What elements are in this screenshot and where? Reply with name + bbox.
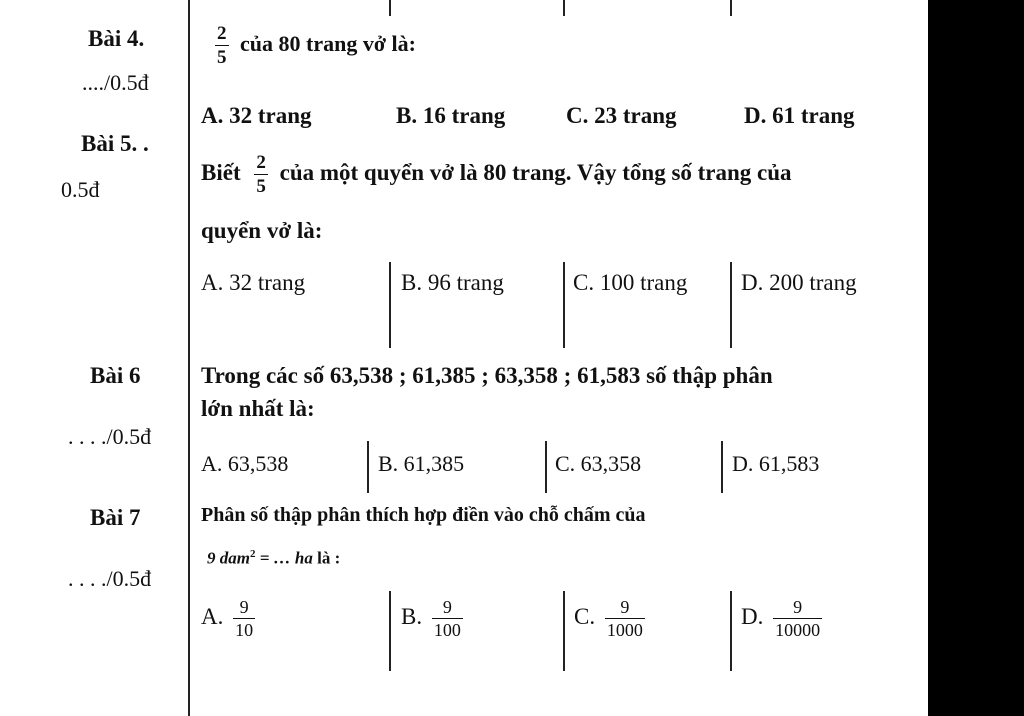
bai5-question-line2: quyển vở là:: [201, 218, 323, 243]
bai4-option-d[interactable]: D. 61 trang: [744, 103, 855, 128]
bai5-option-c[interactable]: C. 100 trang: [573, 270, 688, 295]
bai7-expression: 9 dam$^2$ = … ha là :: [207, 548, 341, 568]
option-divider: [721, 441, 723, 493]
bai6-option-d[interactable]: D. 61,583: [732, 451, 820, 476]
option-divider: [730, 262, 732, 348]
bai6-label: Bài 6: [90, 363, 141, 388]
bai5-score: 0.5đ: [61, 177, 100, 202]
column-divider: [188, 0, 190, 716]
bai6-question-line2: lớn nhất là:: [201, 396, 315, 421]
option-divider: [367, 441, 369, 493]
bai7-option-b[interactable]: B. $\frac{9}{100}$: [401, 597, 461, 640]
bai5-option-d[interactable]: D. 200 trang: [741, 270, 857, 295]
bai4-option-c[interactable]: C. 23 trang: [566, 103, 677, 128]
bai7-option-d[interactable]: D. $\frac{9}{10000}$: [741, 597, 821, 640]
table-divider-top: [563, 0, 565, 16]
table-divider-top: [389, 0, 391, 16]
bai5-fraction: $\frac{2}{5}$: [256, 152, 266, 197]
bai7-option-a[interactable]: A. $\frac{9}{10}$: [201, 597, 254, 640]
bai5-option-b[interactable]: B. 96 trang: [401, 270, 504, 295]
option-divider: [389, 262, 391, 348]
bai4-fraction: $\frac{2}{5}$: [217, 23, 227, 68]
table-divider-top: [730, 0, 732, 16]
option-divider: [545, 441, 547, 493]
bai4-option-a[interactable]: A. 32 trang: [201, 103, 312, 128]
bai6-option-b[interactable]: B. 61,385: [378, 451, 465, 476]
option-divider: [389, 591, 391, 671]
bai4-option-b[interactable]: B. 16 trang: [396, 103, 506, 128]
bai7-score: . . . ./0.5đ: [68, 566, 152, 591]
bai4-score: ..../0.5đ: [82, 70, 149, 95]
bai5-question: Biết $\frac{2}{5}$ của một quyển vở là 80 trang. Vậy tổng số trang của: [201, 152, 792, 197]
bai7-option-c[interactable]: C. $\frac{9}{1000}$: [574, 597, 643, 640]
bai6-option-a[interactable]: A. 63,538: [201, 451, 289, 476]
bai5-option-a[interactable]: A. 32 trang: [201, 270, 306, 295]
bai4-question: $\frac{2}{5}$ của 80 trang vở là:: [217, 23, 416, 68]
bai6-question-line1: Trong các số 63,538 ; 61,385 ; 63,358 ; 61,583 số thập phân: [201, 363, 773, 388]
bai7-question-line1: Phân số thập phân thích hợp điền vào chỗ chấm của: [201, 504, 646, 526]
option-divider: [563, 591, 565, 671]
option-divider: [563, 262, 565, 348]
bai4-label: Bài 4.: [88, 26, 145, 51]
option-divider: [730, 591, 732, 671]
bai5-label: Bài 5. .: [81, 131, 149, 156]
bai6-option-c[interactable]: C. 63,358: [555, 451, 642, 476]
bai7-label: Bài 7: [90, 505, 141, 530]
bai6-score: . . . ./0.5đ: [68, 424, 152, 449]
